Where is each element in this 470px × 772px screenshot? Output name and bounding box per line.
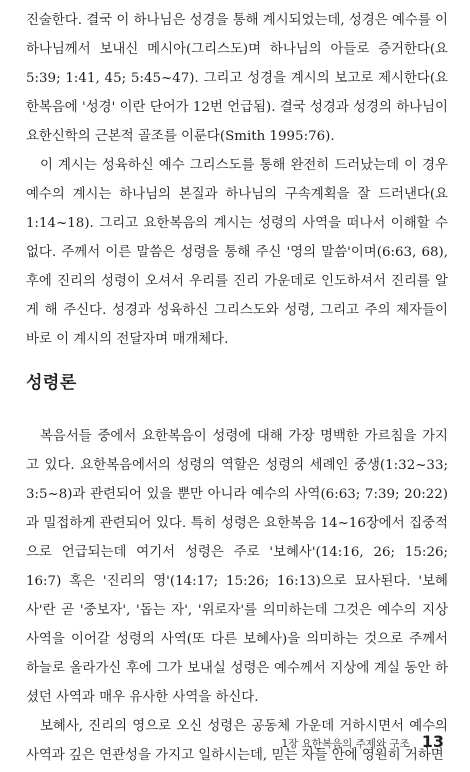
running-footer-chapter-title: 1장 요한복음의 주제와 구조	[281, 738, 410, 750]
paragraph-scripture-revelation: 진술한다. 결국 이 하나님은 성경을 통해 계시되었는데, 성경은 예수를 이 하나님께서 보내신 메시아(그리스도)며 하나님의 아들로 증거한다(요 5:39; 1:41, 45; 5:45~47). 그리고 성경을 계시의 보고로 제시한다(요한복음에 '성경' 이란 단어가 12번 언급됨). 결국 성경과 성경의 하나님이 요한신학의 근본적 골조를 이룬다(Smith 1995:76).	[26, 13, 448, 144]
section-heading: 성령론	[26, 373, 77, 393]
paragraph-holy-spirit-teaching: 복음서들 중에서 요한복음이 성령에 대해 가장 명백한 가르침을 가지고 있다. 요한복음에서의 성령의 역할은 성령의 세례인 중생(1:32~33; 3:5~8)과 관련되어 있을 뿐만 아니라 예수의 사역(6:63; 7:39; 20:22)과 밀접하게 관련되어 있다. 특히 성령은 요한복음 14~16장에서 집중적으로 언급되는데 여기서 성령은 주로 '보혜사'(14:16, 26; 15:26; 16:7) 혹은 '진리의 영'(14:17; 15:26; 16:13)으로 묘사된다. '보혜사'란 곧 '중보자', '돕는 자', '위로자'를 의미하는데 그것은 예수의 지상 사역을 이어갈 성령의 사역(또 다른 보혜사)을 의미하는 것으로 주께서 하늘로 올라가신 후에 그가 보내실 성령은 예수께서 지상에 계실 동안 하셨던 사역과 매우 유사한 사역을 하신다.	[26, 429, 448, 705]
page-number: 13	[421, 732, 444, 751]
pneumatology-text-block	[26, 422, 448, 770]
intro-text-block	[26, 6, 448, 354]
paragraph-paraclete: 보혜사, 진리의 영으로 오신 성령은 공동체 가운데 거하시면서 예수의 사역과 깊은 연관성을 가지고 일하시는데, 믿는 자들 안에 영원히 거하면	[26, 719, 448, 763]
paragraph-christ-revelation: 이 계시는 성육하신 예수 그리스도를 통해 완전히 드러났는데 이 경우 예수의 계시는 하나님의 본질과 하나님의 구속계획을 잘 드러낸다(요 1:14~18). 그리고 요한복음의 계시는 성령의 사역을 떠나서 이해할 수 없다. 주께서 이른 말씀은 성령을 통해 주신 '영의 말씀'이며(6:63, 68), 후에 진리의 성령이 오셔서 우리를 진리 가운데로 인도하셔서 진리를 알게 해 주신다. 성경과 성육하신 그리스도와 성령, 그리고 주의 제자들이 바로 이 계시의 전달자며 매개체다.	[26, 158, 448, 347]
page-footer	[281, 732, 444, 751]
